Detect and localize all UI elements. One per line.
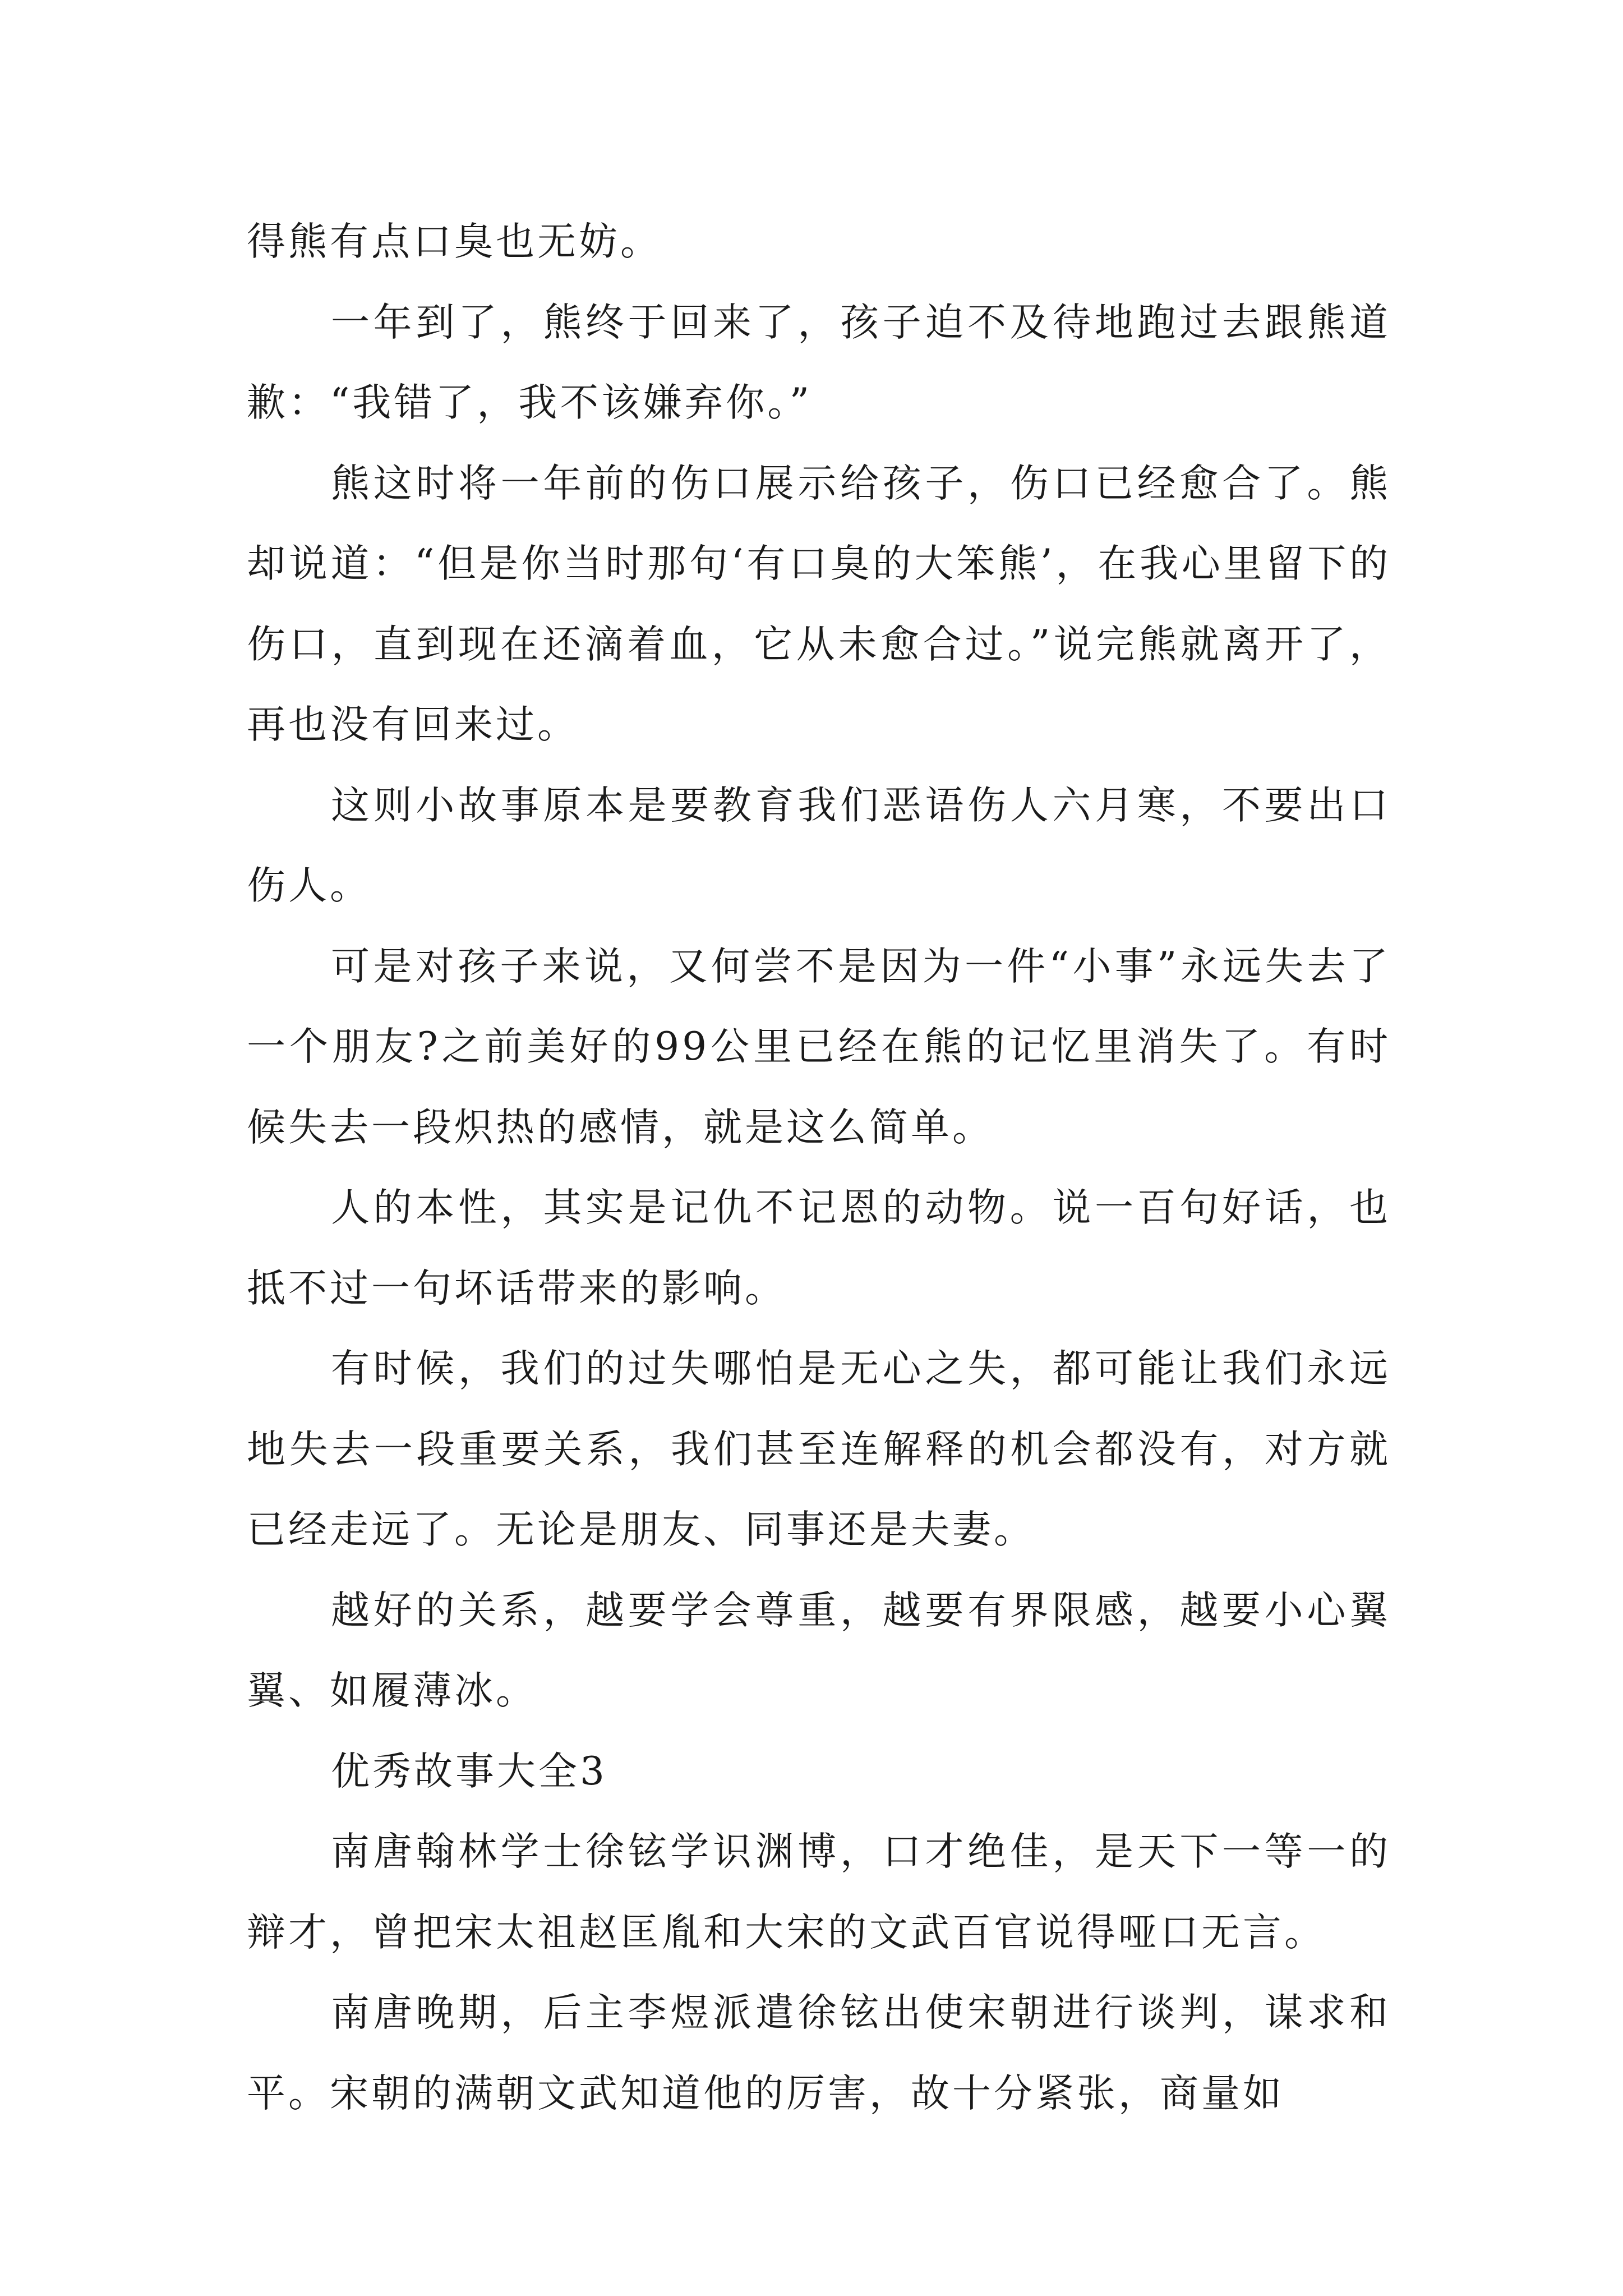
document-body [247, 202, 1391, 2134]
paragraph: 越好的关系，越要学会尊重，越要有界限感，越要小心翼翼、如履薄冰。 [247, 1588, 1391, 1713]
paragraph: 南唐晚期，后主李煜派遣徐铉出使宋朝进行谈判，谋求和平。宋朝的满朝文武知道他的厉害，故十分紧张，商量如 [247, 1990, 1391, 2116]
paragraph: 南唐翰林学士徐铉学识渊博，口才绝佳，是天下一等一的辩才，曾把宋太祖赵匡胤和大宋的文武百官说得哑口无言。 [247, 1829, 1391, 1955]
paragraph: 可是对孩子来说，又何尝不是因为一件“小事”永远失去了一个朋友?之前美好的99公里已经在熊的记忆里消失了。有时候失去一段炽热的感情，就是这么简单。 [247, 944, 1391, 1150]
section-heading: 优秀故事大全3 [331, 1749, 607, 1794]
paragraph: 人的本性，其实是记仇不记恩的动物。说一百句好话，也抵不过一句坏话带来的影响。 [247, 1185, 1391, 1311]
paragraph-continuation: 得熊有点口臭也无妨。 [247, 219, 662, 264]
paragraph: 这则小故事原本是要教育我们恶语伤人六月寒，不要出口伤人。 [247, 783, 1391, 908]
paragraph: 一年到了，熊终于回来了，孩子迫不及待地跑过去跟熊道歉：“我错了，我不该嫌弃你。” [247, 300, 1391, 425]
paragraph: 有时候，我们的过失哪怕是无心之失，都可能让我们永远地失去一段重要关系，我们甚至连解释的机会都没有，对方就已经走远了。无论是朋友、同事还是夫妻。 [247, 1346, 1391, 1552]
paragraph: 熊这时将一年前的伤口展示给孩子，伤口已经愈合了。熊却说道：“但是你当时那句‘有口臭的大笨熊’，在我心里留下的伤口，直到现在还滴着血，它从未愈合过。”说完熊就离开了，再也没有回来过。 [247, 461, 1391, 747]
